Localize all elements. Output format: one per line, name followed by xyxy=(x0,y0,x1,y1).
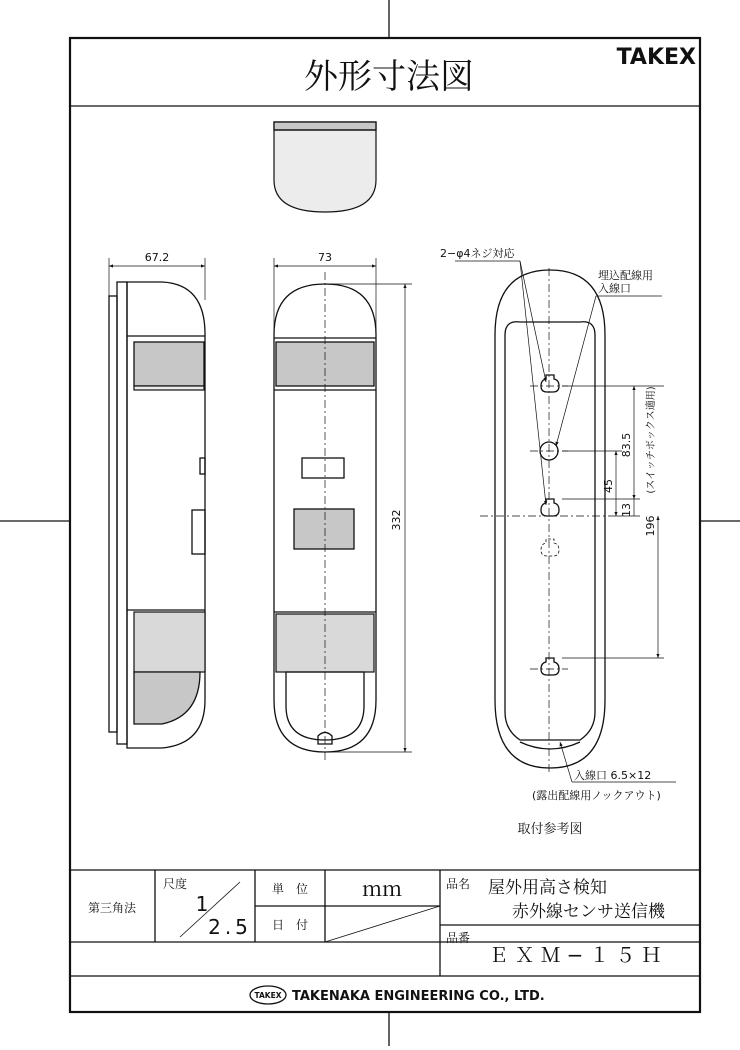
scale-numerator: 1 xyxy=(195,892,209,916)
scale-denominator: 2.5 xyxy=(208,915,252,939)
front-view xyxy=(274,272,376,760)
screw-hole-dashed xyxy=(541,539,559,556)
unit-label: 単 位 xyxy=(271,882,309,896)
switch-box-note: (スイッチボックス適用) xyxy=(646,386,657,494)
top-view xyxy=(274,122,376,212)
dim-45-label: 45 xyxy=(602,479,615,493)
inlet-note: 入線口 6.5×12 xyxy=(574,769,652,782)
screw-hole-lower xyxy=(541,658,559,675)
side-view xyxy=(109,282,205,748)
unit-value: ｍｍ xyxy=(362,877,402,901)
projection-label: 第三角法 xyxy=(87,901,137,915)
brand-logo: TAKEX xyxy=(616,45,696,70)
screw-hole-mid xyxy=(541,499,559,516)
dim-83-5-label: 83.5 xyxy=(620,432,633,458)
product-name-line1: 屋外用高さ検知 xyxy=(488,878,607,898)
dim-196-label: 196 xyxy=(644,515,657,537)
company-name: TAKENAKA ENGINEERING CO., LTD. xyxy=(292,989,545,1004)
svg-text:TAKEX: TAKEX xyxy=(254,991,282,1000)
dim-13-label: 13 xyxy=(620,503,633,517)
dim-width-label: 73 xyxy=(318,251,332,264)
dim-height-label: 332 xyxy=(390,509,403,531)
mounting-view xyxy=(480,268,610,772)
product-name-line2: 赤外線センサ送信機 xyxy=(512,902,665,922)
date-label: 日 付 xyxy=(271,918,309,932)
product-name-label: 品名 xyxy=(446,877,471,891)
dim-depth-label: 67.2 xyxy=(144,251,170,264)
company-logo xyxy=(250,986,286,1004)
screw-hole-upper xyxy=(541,375,559,392)
screw-note: 2−φ4ネジ対応 xyxy=(440,247,515,260)
embedded-label-2: 入線口 xyxy=(598,282,631,295)
mounting-dims xyxy=(562,386,664,658)
model-label: 品番 xyxy=(446,931,471,945)
knockout xyxy=(520,742,580,749)
embedded-label-1: 埋込配線用 xyxy=(598,269,653,282)
scale-label: 尺度 xyxy=(163,877,188,891)
knockout-note: (露出配線用ノックアウト) xyxy=(532,789,661,802)
model-number: ＥＸＭ−１５Ｈ xyxy=(488,943,668,967)
title-block xyxy=(70,870,700,1004)
mounting-caption: 取付参考図 xyxy=(517,822,583,837)
drawing-title: 外形寸法図 xyxy=(304,57,474,97)
